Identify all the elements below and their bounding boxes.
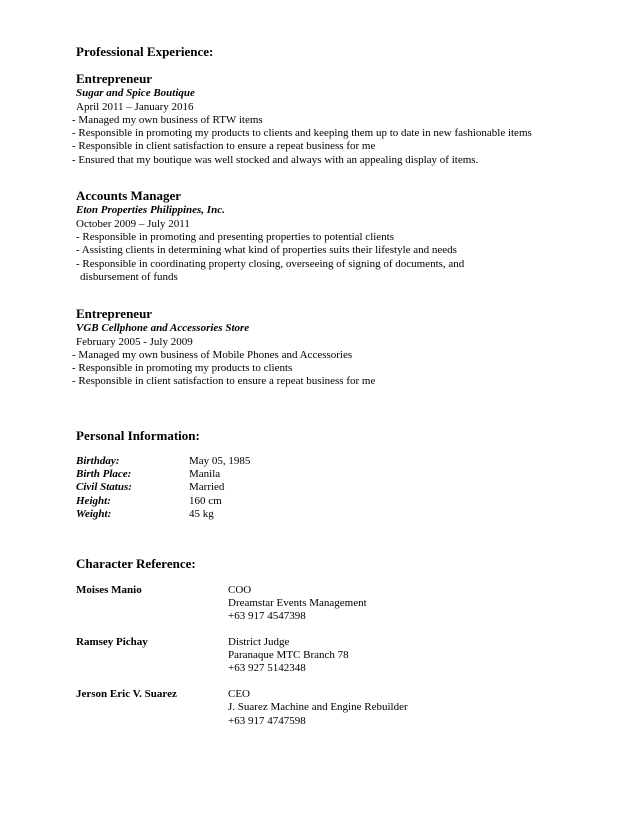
job-3-bullet-3: - Responsible in client satisfaction to ensure a repeat business for me: [72, 375, 376, 387]
job-1-bullet-3: - Responsible in client satisfaction to ensure a repeat business for me: [72, 140, 376, 152]
personal-information-heading: Personal Information:: [76, 428, 200, 443]
job-2-bullet-3: - Responsible in coordinating property closing, overseeing of signing of documents, and: [76, 258, 465, 270]
reference-1-phone: +63 917 4547398: [228, 610, 306, 622]
job-3-title: Entrepreneur: [76, 306, 153, 321]
job-1-dates: April 2011 – January 2016: [76, 101, 194, 113]
civil-status-label: Civil Status:: [76, 481, 132, 493]
reference-2-organization: Paranaque MTC Branch 78: [228, 649, 349, 661]
reference-1-organization: Dreamstar Events Management: [228, 597, 367, 609]
reference-2-name: Ramsey Pichay: [76, 636, 148, 648]
job-3-bullet-1: - Managed my own business of Mobile Phones and Accessories: [72, 349, 353, 361]
job-1-bullet-1: - Managed my own business of RTW items: [72, 114, 263, 126]
job-1-bullet-2: - Responsible in promoting my products to clients and keeping them up to date in new fashionable items: [72, 127, 532, 139]
reference-3-position: CEO: [228, 688, 250, 700]
weight-value: 45 kg: [189, 508, 214, 520]
birthday-value: May 05, 1985: [189, 455, 251, 467]
job-1-title: Entrepreneur: [76, 71, 153, 86]
job-3-bullet-2: - Responsible in promoting my products to clients: [72, 362, 293, 374]
job-1-company: Sugar and Spice Boutique: [76, 87, 195, 99]
civil-status-value: Married: [189, 481, 225, 493]
job-1-bullet-4: - Ensured that my boutique was well stocked and always with an appealing display of items.: [72, 154, 479, 166]
reference-2-position: District Judge: [228, 636, 290, 648]
job-2-bullet-2: - Assisting clients in determining what kind of properties suits their lifestyle and needs: [76, 244, 457, 256]
reference-3-phone: +63 917 4747598: [228, 715, 306, 727]
reference-3-organization: J. Suarez Machine and Engine Rebuilder: [228, 701, 408, 713]
character-reference-heading: Character Reference:: [76, 556, 196, 571]
reference-1-name: Moises Manio: [76, 584, 142, 596]
reference-3-name: Jerson Eric V. Suarez: [76, 688, 177, 700]
birth-place-label: Birth Place:: [76, 468, 132, 480]
job-2-dates: October 2009 – July 2011: [76, 218, 190, 230]
height-label: Height:: [76, 495, 111, 507]
job-3-dates: February 2005 - July 2009: [76, 336, 193, 348]
reference-1-position: COO: [228, 584, 252, 596]
job-2-company: Eton Properties Philippines, Inc.: [76, 204, 225, 216]
height-value: 160 cm: [189, 495, 222, 507]
birthday-label: Birthday:: [76, 455, 120, 467]
job-2-bullet-3-continued: disbursement of funds: [80, 271, 178, 283]
weight-label: Weight:: [76, 508, 112, 520]
job-3-company: VGB Cellphone and Accessories Store: [76, 322, 250, 334]
reference-2-phone: +63 927 5142348: [228, 662, 306, 674]
job-2-title: Accounts Manager: [76, 188, 182, 203]
job-2-bullet-1: - Responsible in promoting and presenting properties to potential clients: [76, 231, 395, 243]
professional-experience-heading: Professional Experience:: [76, 44, 214, 59]
birth-place-value: Manila: [189, 468, 221, 480]
